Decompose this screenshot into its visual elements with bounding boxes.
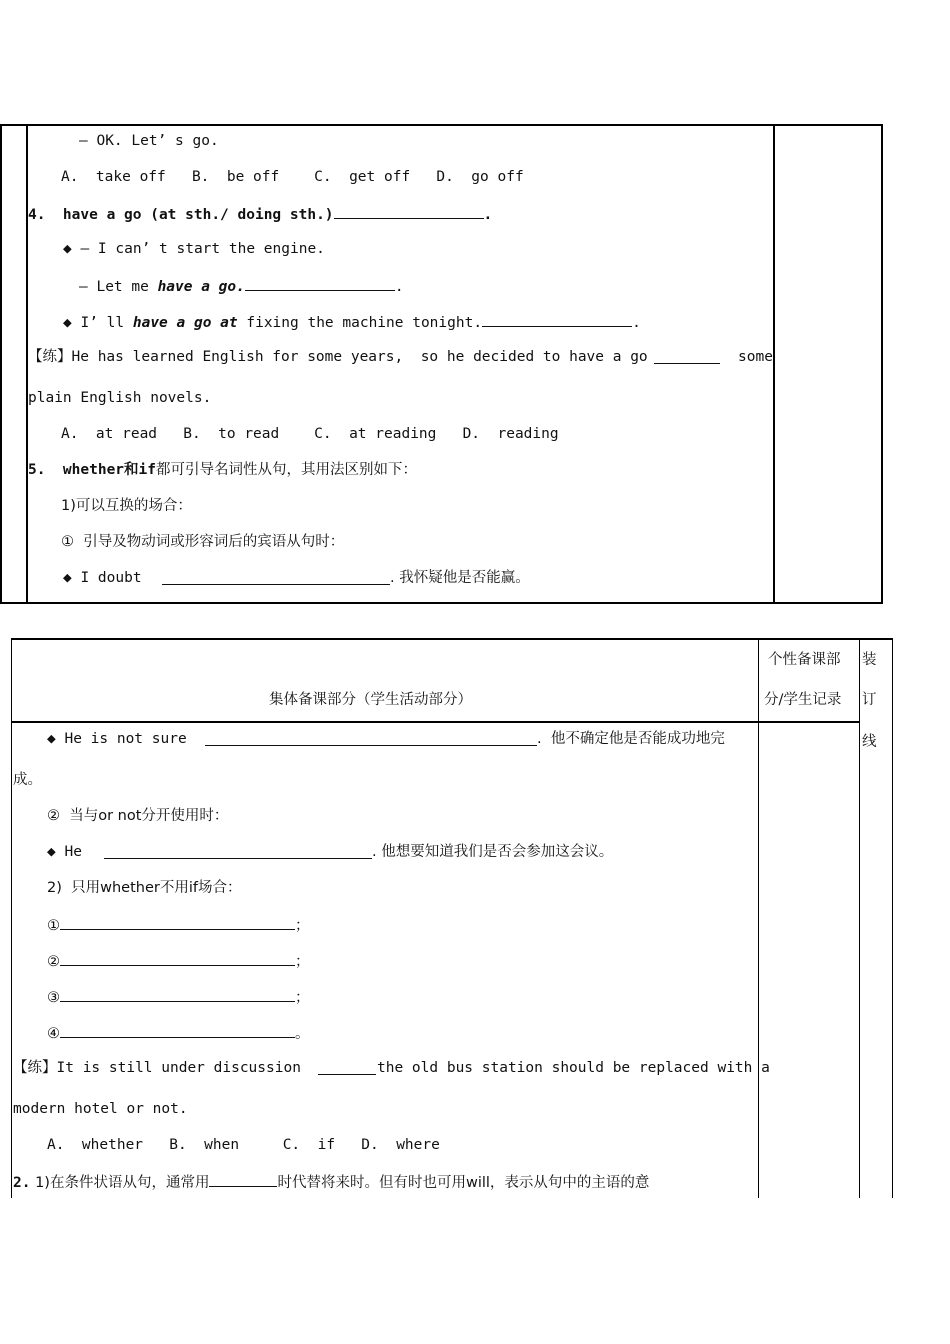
header-divider [11,721,860,723]
answer-blank[interactable] [209,1171,277,1187]
example-line: — Let me have a go. . [79,275,404,297]
dialog-line: — OK. Let’ s go. [79,133,219,149]
item-heading: 5. whether和if都可引导名词性从句，其用法区别如下： [28,462,417,478]
options-line: A. at read B. to read C. at reading D. reading [61,426,559,442]
answer-blank[interactable] [654,348,720,364]
answer-blank[interactable] [334,203,484,219]
item-heading: 2. 1)在条件状语从句，通常用 时代替将来时。但有时也可用will，表示从句中的主语的意 [13,1171,649,1193]
bullet-diamond-icon: ◆ [63,315,72,331]
practice-line: modern hotel or not. [13,1101,188,1117]
practice-line: 【练】He has learned English for some years, so he decided to have a go [28,349,648,365]
practice-line: plain English novels. [28,390,212,406]
practice-line-end: some [738,349,773,365]
answer-blank[interactable] [60,1022,295,1038]
answer-blank[interactable] [205,730,537,746]
table-divider [758,638,759,1198]
example-line-end: . 他不确定他是否能成功地完 [537,731,725,747]
options-line: A. whether B. when C. if D. where [47,1137,440,1153]
example-line: ◆ — I can’ t start the engine. [63,241,325,257]
table-divider [773,124,775,604]
binding-label: 线 [862,734,877,750]
list-item: ② ； [47,950,310,972]
list-item: ③ ； [47,986,310,1008]
example-line: ◆ I doubt [63,570,142,586]
column-header-side: 个性备课部 [768,652,841,668]
table-divider [892,638,893,1198]
example-line: ◆ He is not sure [47,731,187,747]
answer-blank[interactable] [60,950,295,966]
bullet-diamond-icon: ◆ [63,570,72,586]
list-item: ① ； [47,914,310,936]
subheading: 2) 只用whether不用if场合： [47,880,242,896]
example-line: 成。 [13,772,42,788]
bullet-diamond-icon: ◆ [47,731,56,747]
column-header-side: 分/学生记录 [764,692,842,708]
item-heading: 4. have a go (at sth./ doing sth.) . [28,203,492,225]
binding-label: 订 [862,692,877,708]
example-line: ◆ He [47,844,82,860]
list-item: ④ 。 [47,1022,310,1044]
binding-label: 装 [862,652,877,668]
answer-blank[interactable] [245,275,395,291]
practice-line-end: the old bus station should be replaced with a [377,1060,770,1076]
subheading: ② 当与or not分开使用时： [47,808,229,824]
practice-line: 【练】It is still under discussion [13,1060,301,1076]
answer-blank[interactable] [318,1059,376,1075]
subheading: 1)可以互换的场合： [61,498,192,514]
table-divider [859,638,860,1198]
example-line-end: . 他想要知道我们是否会参加这会议。 [372,844,614,860]
subheading: ① 引导及物动词或形容词后的宾语从句时： [61,534,345,550]
answer-blank[interactable] [482,311,632,327]
answer-blank[interactable] [162,569,390,585]
answer-blank[interactable] [60,914,295,930]
column-header-main: 集体备课部分（学生活动部分） [269,692,472,708]
example-line: ◆ I’ ll have a go at fixing the machine tonight. . [63,311,641,333]
options-line: A. take off B. be off C. get off D. go off [61,169,524,185]
bullet-diamond-icon: ◆ [63,241,72,257]
answer-blank[interactable] [104,843,372,859]
bullet-diamond-icon: ◆ [47,844,56,860]
answer-blank[interactable] [60,986,295,1002]
example-line-end: . 我怀疑他是否能赢。 [390,570,530,586]
